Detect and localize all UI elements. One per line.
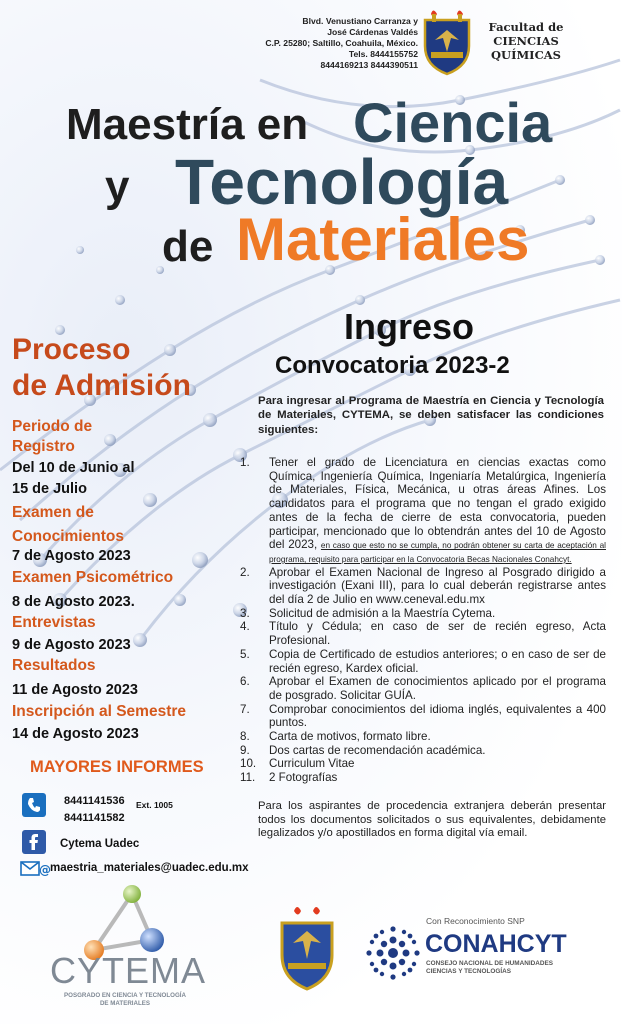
requirement-number: 1. — [240, 456, 250, 469]
requirement-item — [240, 620, 606, 647]
admission-heading — [12, 332, 191, 404]
faculty-line: CIENCIAS — [493, 34, 559, 48]
address-line: Blvd. Venustiano Carranza y — [302, 16, 418, 26]
value-line: Del 10 de Junio al — [12, 460, 135, 476]
resultados-label: Resultados — [12, 657, 96, 674]
label-line: Periodo de — [12, 418, 93, 435]
requirement-item — [240, 456, 606, 566]
conahcyt-subtitle-line: CIENCIAS Y TECNOLOGÍAS — [426, 968, 511, 975]
conahcyt-dots-logo — [366, 926, 420, 980]
convocatoria-heading: Convocatoria 2023-2 — [275, 352, 510, 379]
admission-heading-line: de Admisión — [12, 369, 191, 402]
address-line: 8444169213 8444390511 — [320, 60, 418, 70]
requirement-text: Curriculum Vitae — [269, 757, 355, 771]
admission-heading-line: Proceso — [12, 333, 131, 366]
title-maestria-en: Maestría en — [66, 100, 309, 149]
cytema-subtitle-line: DE MATERIALES — [99, 1000, 151, 1007]
email-address[interactable]: maestria_materiales@uadec.edu.mx — [50, 862, 249, 874]
conahcyt-wordmark: CONAHCYT — [425, 930, 567, 958]
requirement-item — [240, 607, 606, 621]
requirement-number: 3. — [240, 606, 250, 620]
requirement-item — [240, 730, 606, 744]
faculty-name — [478, 20, 574, 62]
phone-extension: Ext. 1005 — [136, 800, 173, 810]
address-block — [252, 16, 418, 71]
phone-icon — [22, 793, 46, 817]
conocimientos-value: 7 de Agosto 2023 — [12, 548, 131, 564]
requirement-number: 4. — [240, 620, 250, 634]
requirement-text-block — [269, 456, 606, 566]
resultados-value: 11 de Agosto 2023 — [12, 682, 138, 698]
psicometrico-value: 8 de Agosto 2023. — [12, 594, 135, 610]
entrevistas-value: 9 de Agosto 2023 — [12, 637, 131, 653]
address-line: José Cárdenas Valdés — [327, 27, 418, 37]
requirement-text: 2 Fotografías — [269, 771, 338, 785]
faculty-line: Facultad de — [488, 20, 564, 34]
requirement-number: 11. — [240, 771, 256, 785]
conahcyt-subtitle-line: CONSEJO NACIONAL DE HUMANIDADES — [426, 960, 553, 967]
intro-text: Para ingresar al Programa de Maestría en Ciencia y Tecnología de Materiales, CYTEMA, se deben satisfacer las condiciones siguientes: — [258, 395, 604, 436]
title-ciencia: Ciencia — [353, 91, 553, 154]
facebook-icon — [22, 830, 46, 854]
requirement-text: Aprobar el Examen Nacional de Ingreso al Posgrado dirigido a investigación (Exani III), para lo cual deberán registrarse antes del día 2 de Julio en www.ceneval.edu.mx — [269, 565, 606, 607]
phone-number[interactable]: 8441141582 — [64, 812, 125, 824]
requirement-number: 2. — [240, 565, 250, 579]
requirement-number: 7. — [240, 702, 250, 716]
title-de: de — [162, 222, 214, 271]
requirement-item — [240, 648, 606, 675]
registro-label — [12, 417, 92, 457]
facebook-handle[interactable]: Cytema Uadec — [60, 838, 140, 850]
requirement-text: Solicitud de admisión a la Maestría Cytema. — [269, 606, 496, 620]
requirement-number: 6. — [240, 675, 250, 689]
address-line: Tels. 8444155752 — [348, 49, 418, 59]
label-line: Examen de — [12, 504, 94, 521]
university-seal-logo — [274, 905, 340, 991]
requirement-text: Aprobar el Examen de conocimientos aplicado por el programa de posgrado. Solicitar GUÍA. — [269, 675, 606, 702]
foreign-applicants-note: Para los aspirantes de procedencia extranjera deberán presentar todos los documentos solicitados o sus equivalentes, debidamente legalizados y/o apostillados en forma digital vía email. — [258, 800, 606, 840]
requirement-number: 9. — [240, 743, 250, 757]
requirement-item — [240, 566, 606, 607]
inscripcion-label: Inscripción al Semestre — [12, 703, 187, 720]
requirement-number: 8. — [240, 730, 250, 744]
address-line: C.P. 25280; Saltillo, Coahuila, México. — [265, 38, 418, 48]
cytema-subtitle-line: POSGRADO EN CIENCIA Y TECNOLOGÍA — [64, 992, 186, 999]
requirement-number: 5. — [240, 647, 250, 661]
requirement-item — [240, 757, 606, 771]
requirement-item — [240, 703, 606, 730]
svg-text:@: @ — [39, 863, 51, 877]
requirement-text: Título y Cédula; en caso de ser de recién egreso, Acta Profesional. — [269, 620, 606, 648]
inscripcion-value: 14 de Agosto 2023 — [12, 726, 139, 742]
requirement-note: en caso que esto no se cumpla, no podrán obtener su carta de aceptación al programa, requisito para participar en la Convocatoria Becas Nacionales Conahcyt. — [269, 541, 606, 564]
registro-value — [12, 458, 135, 500]
psicometrico-label: Examen Psicométrico — [12, 569, 174, 586]
requirement-text: Comprobar conocimientos del idioma inglés, equivalentes a 400 puntos. — [269, 702, 606, 730]
label-line: Registro — [12, 438, 75, 455]
cytema-wordmark: CYTEMA — [50, 950, 207, 991]
requirement-text: Tener el grado de Licenciatura en ciencias exactas como Química, Ingeniería Química, Ingeniaría Metalúrgica, Ingeniería de Materiales, Física, Mecánica, u otras áreas Afines. Los candidatos para el programa que no tengan el grado exigido antes de la fecha de cierre de esta convocatoria, pueden participar, mencionado que lo obtendrán antes del 10 de Agosto del 2023, — [269, 456, 606, 552]
ingreso-heading: Ingreso — [344, 306, 475, 347]
value-line: 15 de Julio — [12, 481, 87, 497]
requirement-item — [240, 771, 606, 785]
phone-number[interactable]: 8441141536 — [64, 795, 125, 807]
faculty-crest-logo — [419, 6, 475, 76]
conocimientos-label — [12, 501, 124, 549]
requirement-text: Copia de Certificado de estudios anteriores; o en caso de ser de recién egreso, Kardex oficial. — [269, 647, 606, 675]
title-tecnologia: Tecnología — [175, 146, 509, 218]
cytema-subtitle — [50, 992, 200, 1008]
title-materiales: Materiales — [236, 206, 530, 273]
entrevistas-label: Entrevistas — [12, 614, 96, 631]
title-y: y — [105, 162, 130, 211]
faculty-line: QUÍMICAS — [491, 48, 561, 62]
label-line: Conocimientos — [12, 528, 124, 545]
snp-recognition: Con Reconocimiento SNP — [426, 916, 525, 926]
email-icon — [20, 861, 51, 877]
conahcyt-subtitle — [426, 960, 553, 976]
requirement-item — [240, 744, 606, 758]
contact-heading: MAYORES INFORMES — [30, 758, 204, 776]
requirement-number: 10. — [240, 757, 257, 771]
requirement-text: Dos cartas de recomendación académica. — [269, 743, 486, 757]
requirement-text: Carta de motivos, formato libre. — [269, 730, 431, 744]
requirements-list — [240, 456, 606, 785]
requirement-item — [240, 675, 606, 702]
